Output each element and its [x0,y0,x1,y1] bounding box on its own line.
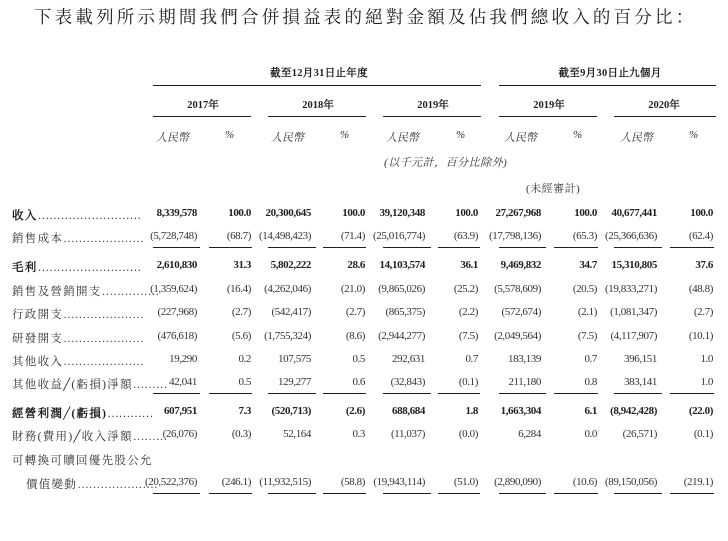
cell-2019-9m-pct: (65.3) [572,230,597,242]
cell-2020-9m-pct: (0.1) [693,428,713,440]
subtotal-rule [499,493,546,494]
table-row [0,259,728,279]
subtotal-rule [499,393,546,394]
cell-2017-pct: 100.0 [228,207,251,219]
cell-2020-9m-pct: (2.7) [693,306,713,318]
cell-2019-9m-pct: (20.5) [572,283,597,295]
leader-dots: …………… [101,286,160,298]
cell-2020-9m-pct: (10.1) [688,330,713,342]
cell-2019-9m-rmb: (2,890,090) [494,476,541,488]
group-rule-annual [153,85,481,86]
amount-unit-note: (以千元計，百分比除外) [384,157,508,169]
table-row [0,405,728,425]
subtotal-rule [438,493,480,494]
cell-2019-pct: 100.0 [455,207,478,219]
row-label-text: 研發開支 [12,333,64,345]
cell-2020-9m-rmb: (8,942,428) [610,405,657,417]
cell-2018-rmb: 20,300,645 [265,207,311,219]
table-row [0,207,728,227]
row-label [12,353,144,369]
cell-2018-pct: (21.0) [340,283,365,295]
subtotal-rule [383,393,431,394]
cell-2019-pct: (7.5) [458,330,478,342]
cell-2019-rmb: 292,631 [392,353,425,365]
subtotal-rule [554,493,598,494]
cell-2019-9m-pct: 6.1 [584,405,597,417]
cell-2017-pct: 7.3 [238,405,251,417]
unit-rmb-2017: 人民幣 [156,132,189,144]
subtotal-rule [614,393,662,394]
cell-2020-9m-pct: 37.6 [695,259,713,271]
unit-pct-2019: % [456,129,466,141]
cell-2018-pct: (2.6) [345,405,365,417]
cell-2019-pct: (0.1) [458,376,478,388]
year-header-2019-9m: 2019年 [533,100,565,111]
cell-2020-9m-pct: (62.4) [688,230,713,242]
subtotal-rule [383,247,431,248]
leader-dots: ……………………… [37,262,142,274]
cell-2017-pct: 0.2 [238,353,251,365]
row-label [12,405,153,421]
cell-2018-pct: (71.4) [340,230,365,242]
table-row [0,306,728,326]
cell-2018-pct: (58.8) [340,476,365,488]
cell-2017-rmb: (20,522,376) [144,476,197,488]
leader-dots: ………… [107,408,154,420]
cell-2019-9m-pct: 34.7 [579,259,597,271]
cell-2020-9m-pct: 1.0 [700,376,713,388]
cell-2020-9m-pct: (48.8) [688,283,713,295]
cell-2019-9m-pct: 0.7 [584,353,597,365]
subtotal-rule [209,393,252,394]
subtotal-rule [614,247,662,248]
unaudited-note: (未經審計) [526,183,581,195]
cell-2018-rmb: (520,713) [271,405,311,417]
cell-2018-pct: 0.6 [352,376,365,388]
leader-dots: ……… [132,431,168,443]
leader-dots: ………………… [63,233,144,245]
unit-pct-2020-9m: % [689,129,699,141]
row-label-text: 可轉換可贖回優先股公允 [12,455,153,467]
group-header-nine-months: 截至9月30日止九個月 [558,68,662,79]
table-row [0,353,728,373]
unit-pct-2018: % [340,129,350,141]
cell-2020-9m-pct: (22.0) [688,405,713,417]
unit-rmb-2020-9m: 人民幣 [620,132,653,144]
cell-2017-rmb: (26,076) [162,428,197,440]
cell-2019-pct: (63.9) [453,230,478,242]
cell-2017-pct: (0.3) [231,428,251,440]
subtotal-rule [614,493,662,494]
cell-2019-pct: 1.8 [465,405,478,417]
cell-2017-rmb: 8,339,578 [156,207,197,219]
cell-2019-9m-pct: 0.8 [584,376,597,388]
row-label-text: 其他收益╱(虧損)淨額 [12,379,133,391]
cell-2019-9m-rmb: (5,578,609) [494,283,541,295]
cell-2018-rmb: (14,498,423) [258,230,311,242]
row-label [12,230,144,246]
cell-2019-9m-rmb: 9,469,832 [500,259,541,271]
cell-2019-9m-rmb: (2,049,564) [494,330,541,342]
unit-rmb-2019-9m: 人民幣 [504,132,537,144]
unit-rmb-2018: 人民幣 [271,132,304,144]
cell-2018-pct: 0.3 [352,428,365,440]
cell-2017-pct: 31.3 [233,259,251,271]
subtotal-rule [670,247,714,248]
cell-2019-9m-rmb: (572,674) [501,306,541,318]
cell-2019-rmb: (865,375) [385,306,425,318]
cell-2017-pct: (246.1) [221,476,251,488]
subtotal-rule [383,493,431,494]
cell-2019-rmb: (9,865,026) [378,283,425,295]
leader-dots: ……… [132,379,168,391]
row-label [12,207,141,223]
cell-2017-pct: (68.7) [226,230,251,242]
cell-2019-rmb: (2,944,277) [378,330,425,342]
subtotal-rule [554,247,598,248]
cell-2019-rmb: (19,943,114) [373,476,425,488]
table-row [0,283,728,303]
group-rule-nine-months [499,85,716,86]
row-label-text: 其他收入 [12,356,64,368]
subtotal-rule [153,493,200,494]
cell-2019-9m-rmb: 183,139 [508,353,541,365]
leader-dots: ………………… [77,479,158,491]
subtotal-rule [499,247,546,248]
cell-2020-9m-rmb: (1,081,347) [610,306,657,318]
row-label [12,259,141,275]
row-label [26,476,158,492]
subtotal-rule [670,493,714,494]
year-header-2019: 2019年 [417,100,449,111]
cell-2018-rmb: (1,755,324) [264,330,311,342]
cell-2017-pct: 0.5 [238,376,251,388]
cell-2018-rmb: (542,417) [271,306,311,318]
cell-2017-rmb: 607,951 [164,405,197,417]
cell-2019-9m-rmb: 1,663,304 [500,405,541,417]
cell-2020-9m-rmb: 40,677,441 [611,207,657,219]
cell-2018-rmb: (11,932,515) [259,476,311,488]
cell-2018-pct: (8.6) [345,330,365,342]
cell-2019-rmb: 688,684 [392,405,425,417]
year-header-2018: 2018年 [302,100,334,111]
table-row [0,452,728,472]
table-row [0,428,728,448]
cell-2020-9m-pct: 100.0 [690,207,713,219]
cell-2017-pct: (16.4) [226,283,251,295]
subtotal-rule [670,393,714,394]
cell-2019-rmb: 14,103,574 [379,259,425,271]
subtotal-rule [323,393,366,394]
row-label [12,452,153,468]
cell-2019-rmb: 39,120,348 [379,207,425,219]
subtotal-rule [438,393,480,394]
cell-2018-pct: 28.6 [347,259,365,271]
cell-2019-9m-rmb: (17,798,136) [488,230,541,242]
leader-dots: ………………… [63,309,144,321]
subtotal-rule [438,247,480,248]
cell-2019-pct: 0.7 [465,353,478,365]
row-label-text: 財務(費用)╱收入淨額 [12,431,133,443]
table-row [0,330,728,350]
year-header-2017: 2017年 [187,100,219,111]
cell-2019-9m-pct: 100.0 [574,207,597,219]
cell-2019-pct: (51.0) [453,476,478,488]
cell-2020-9m-rmb: 396,151 [624,353,657,365]
cell-2020-9m-rmb: (25,366,636) [604,230,657,242]
cell-2019-9m-pct: (10.6) [572,476,597,488]
cell-2019-9m-pct: (2.1) [577,306,597,318]
year-rule-2020-9m [614,116,716,117]
cell-2020-9m-rmb: 383,141 [624,376,657,388]
cell-2017-rmb: (5,728,748) [150,230,197,242]
cell-2018-rmb: 129,277 [278,376,311,388]
cell-2019-rmb: (25,016,774) [372,230,425,242]
row-label [12,330,144,346]
intro-text: 下表載列所示期間我們合併損益表的絕對金額及佔我們總收入的百分比： [34,7,697,27]
cell-2018-rmb: 5,802,222 [270,259,311,271]
row-label [12,283,159,299]
cell-2017-rmb: 42,041 [169,376,197,388]
subtotal-rule [153,393,200,394]
row-label-text: 毛利 [12,262,38,274]
group-header-annual: 截至12月31日止年度 [270,68,368,79]
unit-rmb-2019: 人民幣 [386,132,419,144]
unit-pct-2019-9m: % [573,129,583,141]
cell-2019-pct: 36.1 [460,259,478,271]
cell-2020-9m-rmb: (4,117,907) [610,330,657,342]
cell-2019-9m-rmb: 6,284 [518,428,541,440]
unit-pct-2017: % [225,129,235,141]
row-label-text: 銷售及營銷開支 [12,286,102,298]
cell-2018-rmb: 107,575 [278,353,311,365]
row-label [12,376,167,392]
cell-2017-pct: (5.6) [231,330,251,342]
cell-2019-9m-pct: (7.5) [577,330,597,342]
leader-dots: ………………… [63,356,144,368]
cell-2018-pct: (2.7) [345,306,365,318]
leader-dots: ………………… [63,333,144,345]
subtotal-rule [209,493,252,494]
subtotal-rule [554,393,598,394]
cell-2020-9m-pct: 1.0 [700,353,713,365]
row-label [12,428,167,444]
subtotal-rule [268,247,316,248]
cell-2019-pct: (0.0) [458,428,478,440]
year-rule-2017 [153,116,251,117]
subtotal-rule [268,393,316,394]
cell-2020-9m-rmb: (89,150,056) [604,476,657,488]
cell-2018-pct: 0.5 [352,353,365,365]
cell-2019-9m-pct: 0.0 [584,428,597,440]
row-label-text: 行政開支 [12,309,64,321]
cell-2017-rmb: 2,610,830 [156,259,197,271]
subtotal-rule [209,247,252,248]
cell-2019-9m-rmb: 211,180 [508,376,541,388]
cell-2017-rmb: (476,618) [157,330,197,342]
cell-2020-9m-rmb: (19,833,271) [604,283,657,295]
row-label-text: 收入 [12,210,38,222]
cell-2017-rmb: 19,290 [169,353,197,365]
cell-2018-pct: 100.0 [342,207,365,219]
row-label-text: 銷售成本 [12,233,64,245]
cell-2017-rmb: (1,359,624) [150,283,197,295]
row-label-text: 價值變動 [26,479,78,491]
row-label [12,306,144,322]
cell-2019-rmb: (11,037) [391,428,425,440]
year-rule-2018 [268,116,366,117]
cell-2018-rmb: 52,164 [283,428,311,440]
cell-2019-rmb: (32,843) [390,376,425,388]
cell-2020-9m-rmb: 15,310,805 [611,259,657,271]
leader-dots: ……………………… [37,210,142,222]
year-rule-2019 [383,116,481,117]
subtotal-rule [268,493,316,494]
subtotal-rule [323,493,366,494]
row-label-text: 經營利潤╱(虧損) [12,408,108,420]
subtotal-rule [323,247,366,248]
cell-2019-pct: (25.2) [453,283,478,295]
year-header-2020-9m: 2020年 [648,100,680,111]
cell-2020-9m-pct: (219.1) [683,476,713,488]
cell-2017-pct: (2.7) [231,306,251,318]
cell-2017-rmb: (227,968) [157,306,197,318]
year-rule-2019-9m [499,116,597,117]
cell-2020-9m-rmb: (26,571) [622,428,657,440]
cell-2019-pct: (2.2) [458,306,478,318]
subtotal-rule [153,247,200,248]
cell-2019-9m-rmb: 27,267,968 [495,207,541,219]
cell-2018-rmb: (4,262,046) [264,283,311,295]
